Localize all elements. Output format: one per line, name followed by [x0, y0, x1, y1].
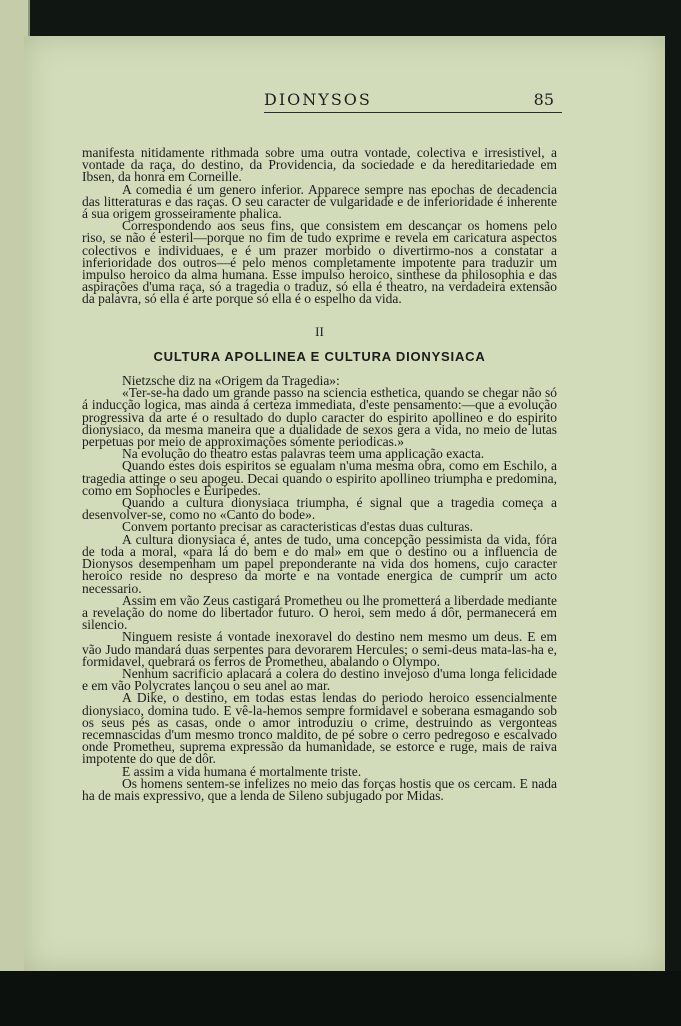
body-text — [82, 147, 557, 802]
paragraph: Nietzsche diz na «Origem da Tragedia»: — [122, 373, 340, 389]
paragraph: Convem portanto precisar as caracteristicas d'estas duas culturas. — [122, 519, 474, 535]
page-header — [264, 90, 562, 113]
quotation: «Ter-se-ha dado um grande passo na sciencia esthetica, quando se chegar não só á inducção logica, mas ainda á certeza immediata, d'este pensamento:—que a evolução progressiva da arte é o resultado do duplo caracter do espirito apollineo e do espirito dionysiaco, da mesma maneira que a dualidade de sexos gera a vida, no meio de lutas perpetuas por meio de approximações sómente periodicas.» — [82, 385, 557, 450]
paragraph: Assim em vão Zeus castigará Prometheu ou lhe prometterá a liberdade mediante a revelação do nome do libertador futuro. O heroi, sem medo á dôr, permanecerá em silencio. — [82, 592, 557, 633]
paragraph: Quando estes dois espiritos se egualam n'uma mesma obra, como em Eschilo, a tragedia attinge o seu apogeu. Decai quando o espirito apollineo triumpha e predomina, como em Sophocles e Euripedes. — [82, 458, 557, 498]
page-number: 85 — [533, 90, 554, 109]
running-title: DIONYSOS — [264, 90, 372, 109]
section-title: CULTURA APOLLINEA E CULTURA DIONYSIACA — [153, 348, 486, 364]
paragraph: manifesta nitidamente rithmada sobre uma outra vontade, colectiva e irresistivel, a vontade da raça, do destino, da Providencia, da sociedade e da hereditariedade em Ibsen, da honra em Corneille. — [82, 145, 557, 185]
paragraph: A Dike, o destino, em todas estas lendas do periodo heroico essencialmente dionysiaco, domina tudo. E vê-la-hemos sempre formidavel e soberana esmagando sob os seus pés as casas, onde o amor introduziu o crime, destruindo as vergonteas recemnascidas d'um mesmo tronco maldito, de pé sobre o cerro pedregoso e escalvado onde Prometheu, suprema expressão da humanidade, se estorce e ruge, mais de raiva impotente do que de dôr. — [82, 690, 557, 767]
paragraph: Os homens sentem-se infelizes no meio das forças hostis que os cercam. E nada ha de mais expressivo, que a lenda de Sileno subjugado por Midas. — [82, 775, 557, 803]
paragraph: Quando a cultura dionysiaca triumpha, é signal que a tragedia começa a desenvolver-se, como no «Canto do bode». — [82, 495, 557, 523]
section-number: II — [315, 323, 324, 339]
paragraph: Na evolução do theatro estas palavras teem uma applicação exacta. — [122, 446, 485, 462]
paragraph: A comedia é um genero inferior. Apparece sempre nas epochas de decadencia das litteraturas e das raças. O seu caracter de vulgaridade e de inferioridade é inherente á sua origem grosseiramente phalica. — [82, 181, 557, 222]
paragraph: Ninguem resiste á vontade inexoravel do destino nem mesmo um deus. E em vão Judo mandará duas serpentes para devorarem Hercules; o semi-deus mata-las-ha e, formidavel, quebrará os ferros de Prometheu, abalando o Olympo. — [82, 629, 557, 669]
paragraph: A cultura dionysiaca é, antes de tudo, uma concepção pessimista da vida, fóra de toda a moral, «para lá do bem e do mal» em que o destino ou a influencia de Dionysos desempenham um papel preponderante na vida dos homens, cujo caracter heroico reside no despreso da morte e na vontade energica de cumprir um acto necessario. — [82, 531, 557, 596]
scan-background — [0, 971, 681, 1026]
paragraph: Nenhum sacrificio aplacará a colera do destino invejoso d'uma longa felicidade e em vão Polycrates lançou o seu anel ao mar. — [82, 665, 557, 694]
paragraph: Correspondendo aos seus fins, que consistem em descançar os homens pelo riso, se não é esteril—porque no fim de tudo exprime e revela em caricatura aspectos colectivos e individuaes, e é um prazer morbido o divertirmo-nos a constatar a inferioridade dos outros—é pelo menos completamente impotente para traduzir um impulso heroico da alma humana. Esse impulso heroico, sinthese da philosophia e das aspirações d'uma raça, só a tragedia o traduz, só ella é theatro, na verdadeira extensão da palavra, só ella é arte porque só ella é o espelho da vida. — [82, 218, 557, 307]
paragraph: E assim a vida humana é mortalmente triste. — [122, 763, 362, 779]
